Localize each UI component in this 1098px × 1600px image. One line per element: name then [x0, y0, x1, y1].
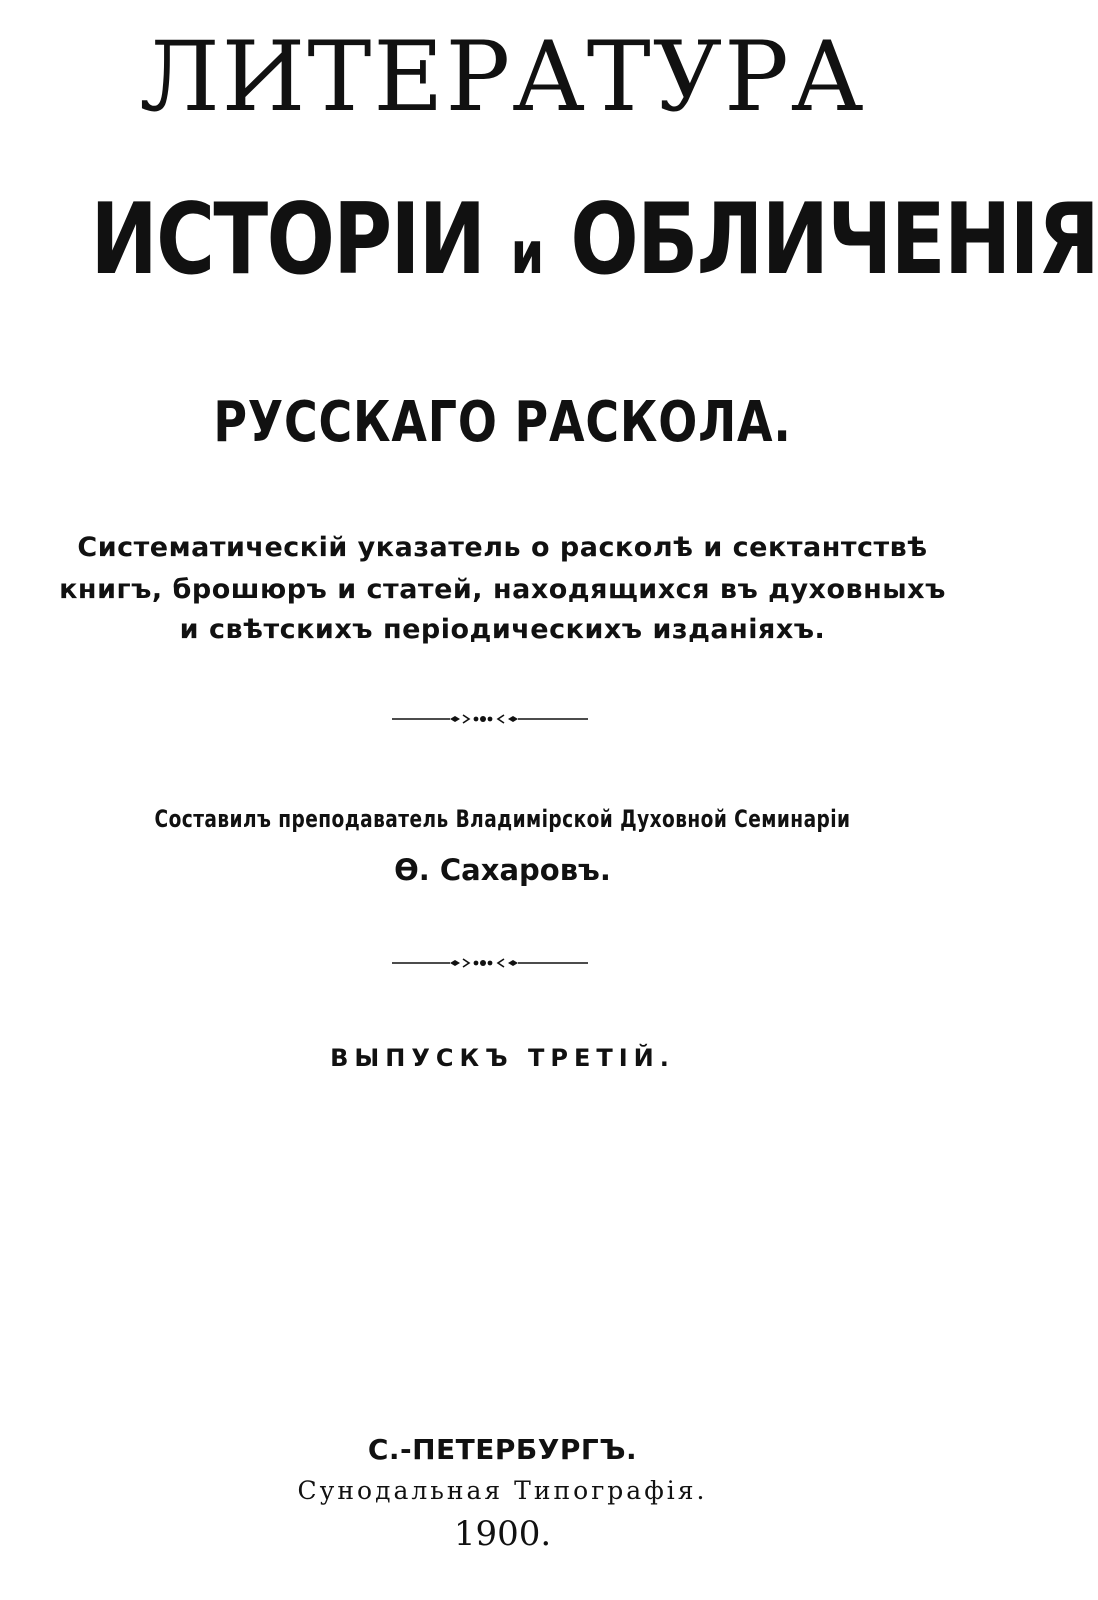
- title-line-russian-schism: РУССКАГО РАСКОЛА.: [213, 390, 792, 455]
- title-word-history: ИСТОРІИ: [90, 183, 485, 297]
- imprint-year: 1900.: [453, 1514, 552, 1554]
- decorative-rule-ornament-icon: [392, 956, 588, 970]
- imprint-printer: Сунодальная Типографія.: [297, 1476, 708, 1505]
- compiler-line: Составилъ преподаватель Владимірской Духовной Семинаріи: [154, 805, 851, 833]
- title-word-and: и: [510, 219, 545, 287]
- subtitle-line-1: Систематическій указатель о расколѣ и сектантствѣ: [77, 532, 928, 563]
- title-word-refutation: ОБЛИЧЕНІЯ: [570, 183, 1098, 297]
- decorative-rule-ornament-icon: [392, 712, 588, 726]
- issue-label: ВЫПУСКЪ ТРЕТІЙ.: [330, 1044, 675, 1072]
- title-line-literatura: ЛИТЕРАТУРА: [139, 21, 866, 133]
- imprint-city: С.-ПЕТЕРБУРГЪ.: [367, 1433, 638, 1466]
- subtitle-line-3: и свѣтскихъ періодическихъ изданіяхъ.: [179, 614, 826, 645]
- title-line-history-and-refutation: [90, 180, 1098, 313]
- subtitle-line-2: книгъ, брошюръ и статей, находящихся въ духовныхъ: [59, 574, 946, 605]
- author-name: Ѳ. Сахаровъ.: [394, 853, 611, 887]
